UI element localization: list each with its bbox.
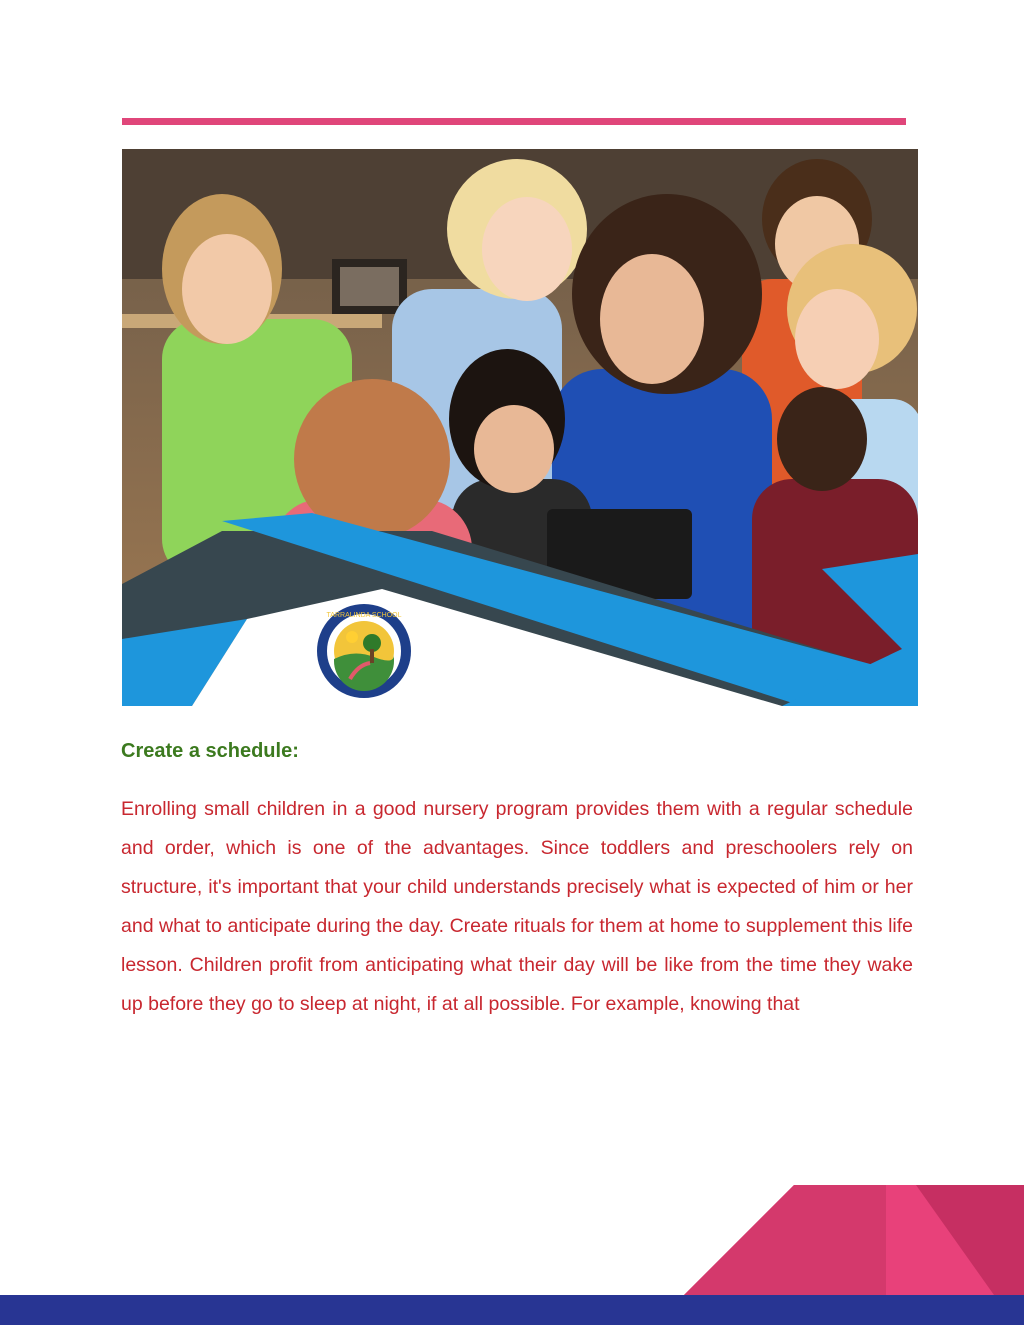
hero-photo — [122, 149, 918, 706]
top-accent-rule — [122, 118, 906, 125]
body-paragraph: Enrolling small children in a good nursery program provides them with a regular schedule and order, which is one of the advantages. Since toddlers and preschoolers rely on structure, it's important that your child understands precisely what is expected of him or her and what to anticipate during the day. Create rituals for them at home to supplement this life lesson. Children profit from anticipating what their day will be like from the time they wake up before they go to sleep at night, if at all possible. For example, knowing that — [121, 798, 913, 1015]
school-logo — [320, 607, 408, 695]
logo-lettering: TARRALINDA SCHOOL — [326, 612, 402, 619]
footer-bar — [0, 1295, 1024, 1325]
corner-decoration — [684, 1185, 1024, 1295]
section-heading: Create a schedule: — [121, 740, 299, 762]
